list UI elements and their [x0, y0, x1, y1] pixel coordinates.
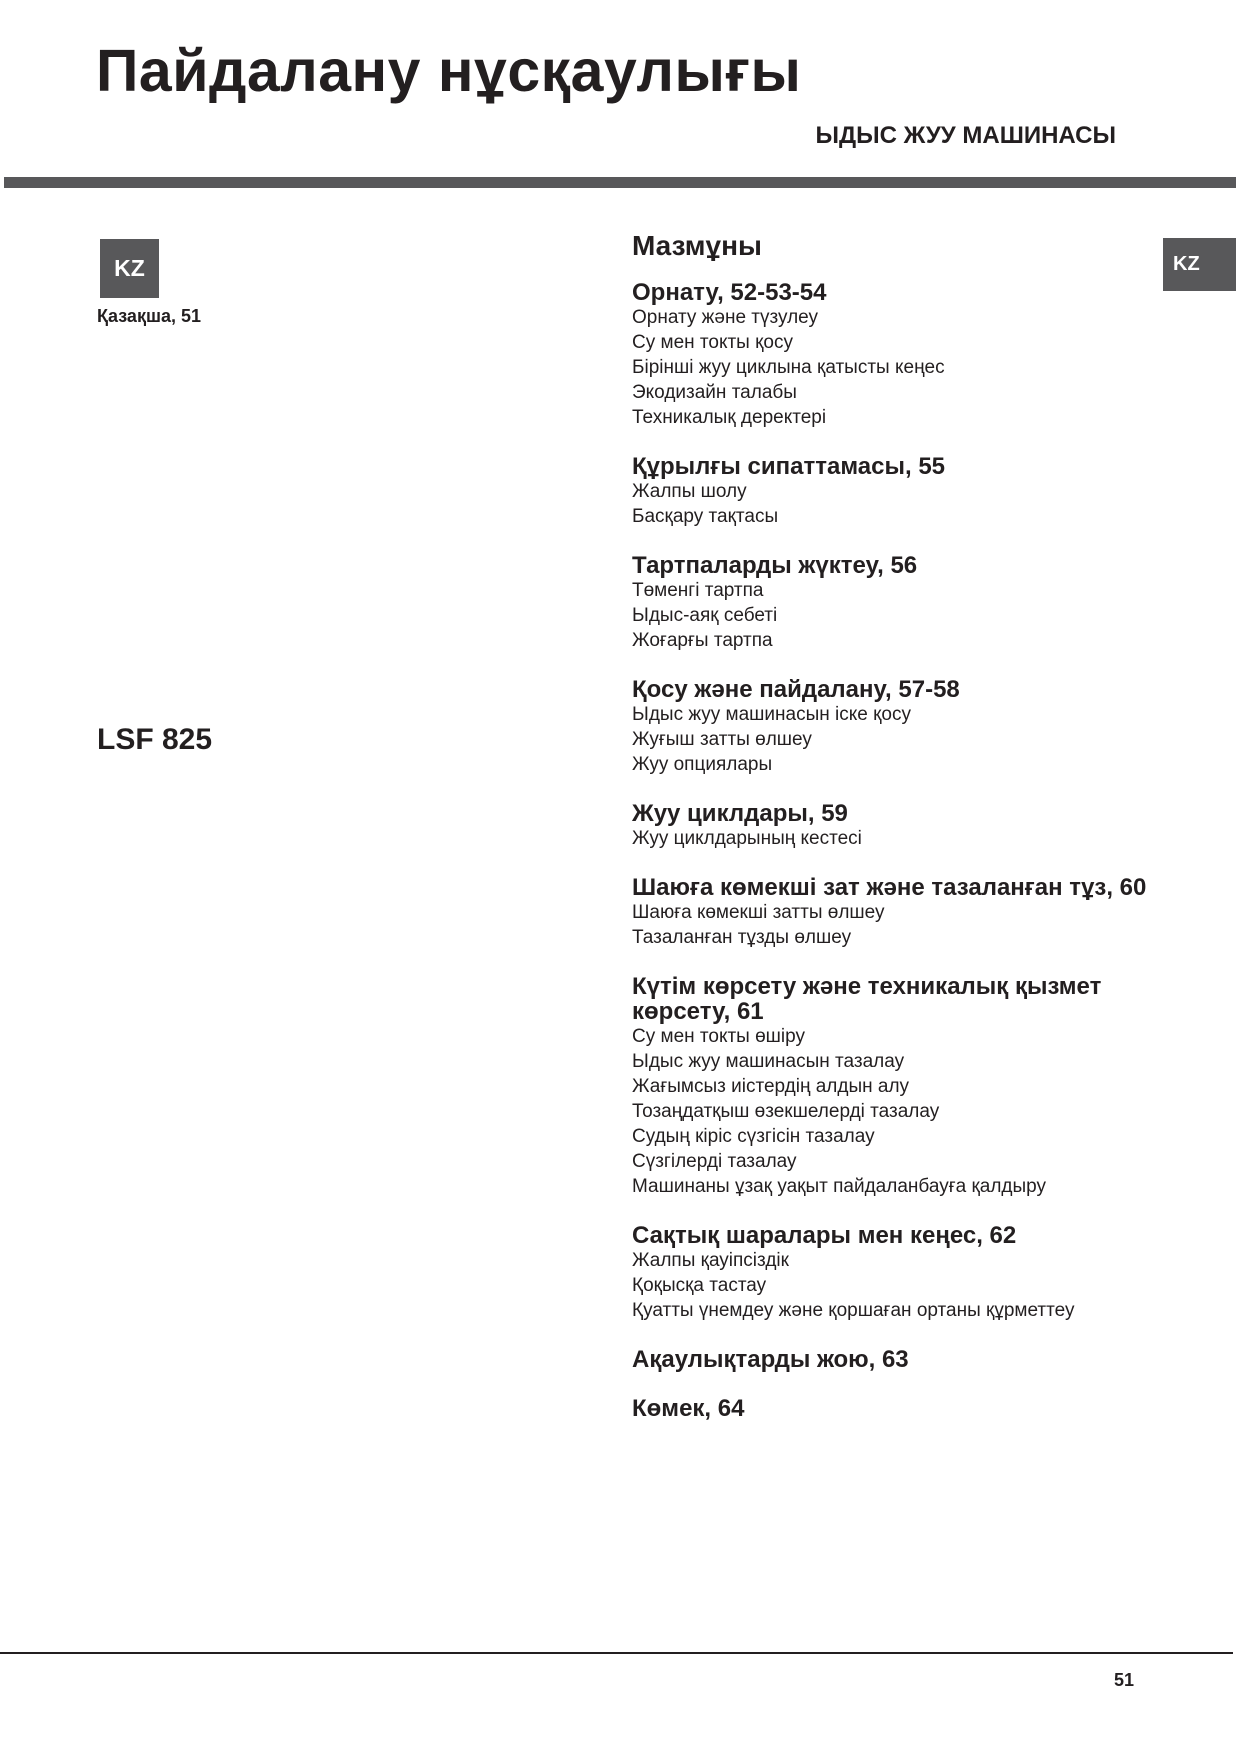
toc-item[interactable]: Ыдыс жуу машинасын тазалау [632, 1051, 905, 1072]
toc-section [632, 677, 1152, 777]
toc-item[interactable]: Төменгі тартпа [632, 580, 764, 601]
toc-section-title[interactable]: Көмек, 64 [632, 1395, 745, 1422]
toc-item[interactable]: Орнату және түзулеу [632, 307, 819, 328]
toc-item[interactable]: Жалпы шолу [632, 481, 747, 502]
toc-item[interactable]: Жуу опциялары [632, 754, 773, 775]
toc-section-title[interactable]: Шаюға көмекші зат және тазаланған тұз, 60 [632, 874, 1147, 901]
product-subtitle: ЫДЫС ЖУУ МАШИНАСЫ [815, 122, 1116, 149]
toc-item[interactable]: Қуатты үнемдеу және қоршаған ортаны құрметтеу [632, 1300, 1075, 1321]
toc-item[interactable]: Шаюға көмекші затты өлшеу [632, 902, 885, 923]
toc-section [632, 1347, 1152, 1372]
toc-item[interactable]: Су мен токты өшіру [632, 1026, 806, 1047]
toc-section [632, 801, 1152, 851]
toc-item[interactable]: Экодизайн талабы [632, 382, 797, 403]
toc-item[interactable]: Жағымсыз иістердің алдын алу [632, 1076, 910, 1097]
toc-section [632, 1396, 1152, 1421]
toc-item[interactable]: Тозаңдатқыш өзекшелерді тазалау [632, 1101, 940, 1122]
toc-section [632, 280, 1152, 430]
toc-item[interactable]: Ыдыс жуу машинасын іске қосу [632, 704, 911, 725]
toc-section-title[interactable]: Жуу циклдары, 59 [632, 800, 848, 827]
toc-section [632, 1223, 1152, 1323]
page-number: 51 [1113, 1670, 1134, 1690]
toc-item[interactable]: Су мен токты қосу [632, 332, 793, 353]
toc-section-title[interactable]: Қосу және пайдалану, 57-58 [632, 676, 960, 703]
toc-section-title[interactable]: Орнату, 52-53-54 [632, 279, 827, 306]
page-title: Пайдалану нұсқаулығы [96, 38, 802, 104]
toc-item[interactable]: Судың кіріс сүзгісін тазалау [632, 1126, 875, 1147]
toc-item[interactable]: Бірінші жуу циклына қатысты кеңес [632, 357, 945, 378]
table-of-contents [632, 232, 1152, 1445]
toc-section-title[interactable]: Ақаулықтарды жою, 63 [632, 1346, 909, 1373]
toc-item[interactable]: Басқару тақтасы [632, 506, 779, 527]
toc-section-title[interactable]: Күтім көрсету және техникалық қызмет көрсету, 61 [632, 973, 1102, 1025]
toc-item[interactable]: Машинаны ұзақ уақыт пайдаланбауға қалдыру [632, 1176, 1047, 1197]
toc-section-title[interactable]: Тартпаларды жүктеу, 56 [632, 552, 918, 579]
toc-item[interactable]: Сүзгілерді тазалау [632, 1151, 797, 1172]
toc-section [632, 875, 1152, 950]
toc-item[interactable]: Жоғарғы тартпа [632, 630, 773, 651]
toc-heading: Мазмұны [632, 230, 762, 261]
toc-item[interactable]: Техникалық деректері [632, 407, 827, 428]
toc-item[interactable]: Жалпы қауіпсіздік [632, 1250, 789, 1271]
toc-section-title[interactable]: Құрылғы сипаттамасы, 55 [632, 453, 946, 480]
language-badge: KZ [100, 239, 159, 298]
toc-item[interactable]: Ыдыс-аяқ себеті [632, 605, 778, 626]
toc-item[interactable]: Тазаланған тұзды өлшеу [632, 927, 852, 948]
model-name: LSF 825 [97, 723, 213, 756]
toc-section-title[interactable]: Сақтық шаралары мен кеңес, 62 [632, 1222, 1017, 1249]
toc-item[interactable]: Жуғыш затты өлшеу [632, 729, 812, 750]
header-divider [4, 177, 1236, 188]
language-entry[interactable]: Қазақша, 51 [97, 306, 201, 326]
toc-section [632, 454, 1152, 529]
toc-section [632, 974, 1152, 1199]
toc-sections [632, 280, 1152, 1421]
language-side-tab: KZ [1163, 238, 1236, 291]
toc-item[interactable]: Қоқысқа тастау [632, 1275, 767, 1296]
toc-section [632, 553, 1152, 653]
footer-divider [0, 1652, 1233, 1654]
toc-item[interactable]: Жуу циклдарының кестесі [632, 828, 862, 849]
